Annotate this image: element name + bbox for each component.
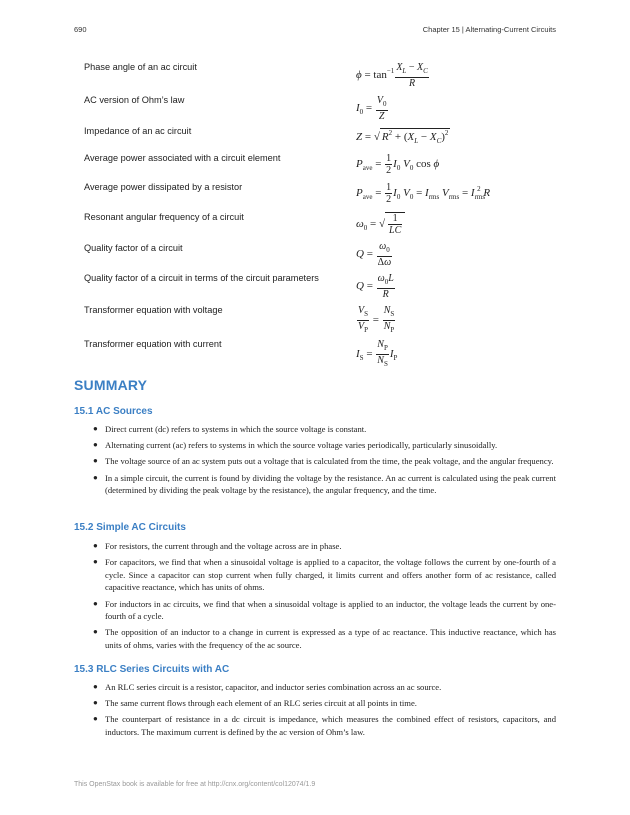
bullet-icon: ● [93,682,98,691]
equation-label: Phase angle of an ac circuit [84,62,197,72]
equation-resonant-frequency: $\omega_0$ = √ $\frac{1}{LC}$ [356,212,405,236]
equation-average-power: $P_{ave}$ = $\frac{1}{2}$ $I_0$ $V_0$ cos ϕ [356,153,440,176]
bullet-icon: ● [93,456,98,466]
equation-label: Quality factor of a circuit [84,243,183,253]
section-heading-rlc-series: 15.3 RLC Series Circuits with AC [74,664,230,675]
equation-quality-factor: Q = $\frac{\omega_0}{\Delta\omega}$ [356,241,392,268]
equation-label: Average power associated with a circuit element [84,153,281,163]
list-item: ● In a simple circuit, the current is found by dividing the voltage by the resistance. An ac current is calculated using the peak current (determined by dividing the peak voltage by the resistance), the angular frequency, and the time. [93,472,556,496]
list-item: ● For inductors in ac circuits, we find that when a sinusoidal voltage is applied to an inductor, the voltage leads the current by one-fourth of a cycle. [93,598,556,622]
list-item: ● The same current flows through each element of an RLC series circuit at all points in time. [93,698,417,709]
bullet-icon: ● [93,472,98,482]
bullet-icon: ● [93,440,98,450]
list-item: ● An RLC series circuit is a resistor, capacitor, and inductor series combination across an ac source. [93,682,442,692]
equation-label: AC version of Ohm’s law [84,95,185,105]
equation-ohms-law: $I_0$ = $\frac{V_0}{Z}$ [356,95,387,122]
footer-note: This OpenStax book is available for free at http://cnx.org/content/col12074/1.9 [74,781,316,788]
list-item: ● The counterpart of resistance in a dc circuit is impedance, which measures the combined effect of resistors, capacitors, and inductors. The maximum current is defined by the ac version of Ohm’s law. [93,714,556,737]
chapter-header: Chapter 15 | Alternating-Current Circuits [422,25,556,34]
bullet-icon: ● [93,698,98,708]
summary-heading: SUMMARY [74,377,148,393]
equation-transformer-voltage: $\frac{V_S}{V_P}$ = $\frac{N_S}{N_P}$ [358,305,395,334]
equation-label: Transformer equation with voltage [84,305,223,315]
section-heading-simple-ac-circuits: 15.2 Simple AC Circuits [74,522,186,533]
equation-resistor-power: $P_{ave}$ = $\frac{1}{2}$ $I_0$ $V_0 = I_{rms}$ $V_{rms} = I_{rms}^2$ R [356,182,491,205]
list-item: ● For capacitors, we find that when a sinusoidal voltage is applied to a capacitor, the voltage follows the current by one-fourth of a cycle. Since a capacitor can stop current when fully charged, it limits current and offers another form of ac resistance, called capacitive reactance, which has units of ohms. [93,557,556,593]
bullet-icon: ● [93,424,98,433]
bullet-list-simple-ac-circuits [74,540,556,655]
equation-impedance: Z = √ $R^2 + (X_L - X_C)^2$ [356,129,449,145]
bullet-list-rlc-series [74,681,556,742]
bullet-list-ac-sources [74,423,556,500]
bullet-icon: ● [93,598,98,608]
list-item: ● Direct current (dc) refers to systems in which the source voltage is constant. [93,424,367,434]
equation-transformer-current: $I_S$ = $\frac{N_P}{N_S}$ $I_P$ [356,339,398,368]
equation-quality-factor-parameters: Q = $\frac{\omega_0L}{R}$ [356,273,394,300]
equation-phase-angle: $\phi = \tan^{-1}$ $\frac{X_L - X_C}{R}$ [356,62,428,89]
page-number: 690 [74,25,87,34]
bullet-icon: ● [93,714,98,724]
equation-label: Average power dissipated by a resistor [84,182,243,192]
equation-label: Quality factor of a circuit in terms of the circuit parameters [84,273,319,283]
equation-label: Transformer equation with current [84,339,222,349]
list-item: ● The voltage source of an ac system puts out a voltage that is calculated from the time, the peak voltage, and the angular frequency. [93,456,554,467]
equation-label: Impedance of an ac circuit [84,126,192,136]
bullet-icon: ● [93,557,98,567]
bullet-icon: ● [93,627,98,637]
section-heading-ac-sources: 15.1 AC Sources [74,406,153,417]
list-item: ● The opposition of an inductor to a change in current is expressed as a type of ac reactance. This inductive reactance, which has units of ohms, varies with the frequency of the ac source. [93,627,556,650]
equation-label: Resonant angular frequency of a circuit [84,212,244,222]
bullet-icon: ● [93,541,98,550]
list-item: ● For resistors, the current through and the voltage across are in phase. [93,541,342,551]
list-item: ● Alternating current (ac) refers to systems in which the source voltage varies periodically, particularly sinusoidally. [93,440,498,451]
